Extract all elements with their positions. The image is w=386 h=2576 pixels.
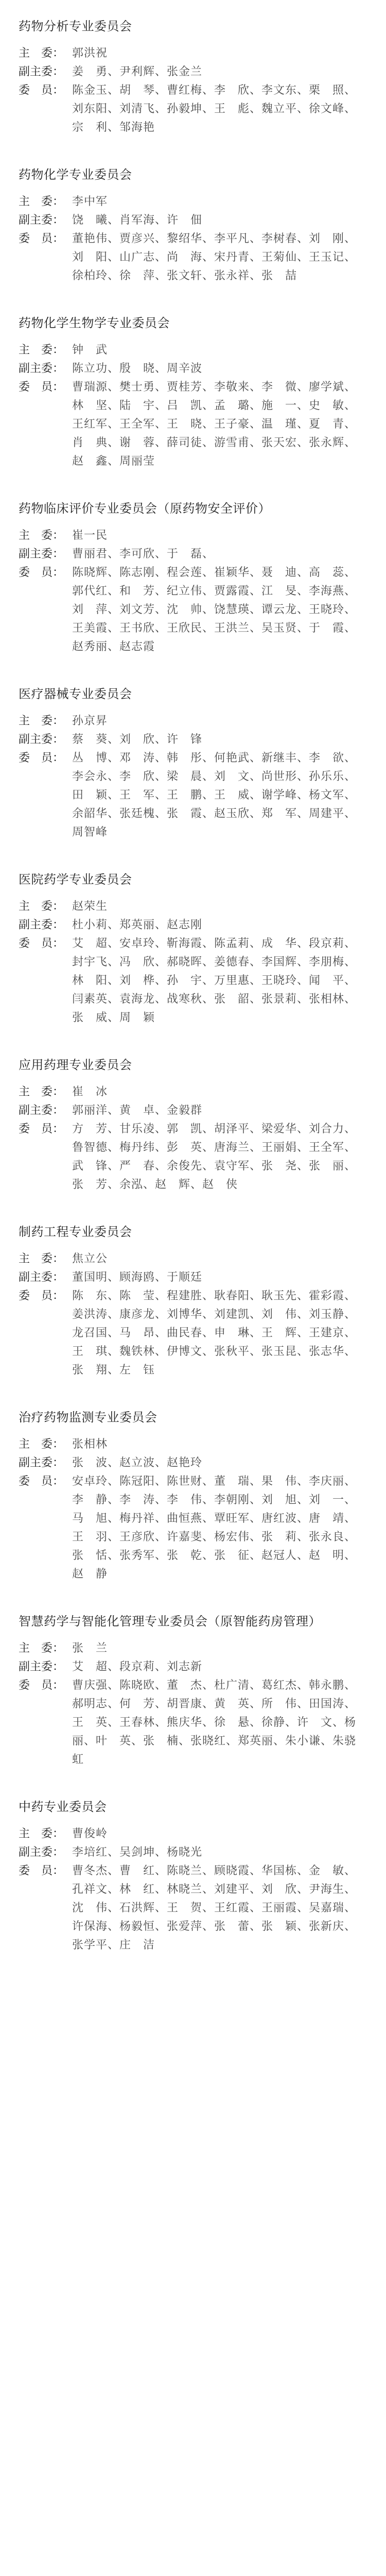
committee-section bbox=[19, 1613, 366, 1769]
member-row bbox=[19, 545, 366, 564]
member-names: 安卓玲、陈冠阳、陈世财、董 瑞、果 伟、李庆丽、李 静、李 涛、李 伟、李朝刚、刘 旭、刘 一、马 旭、梅丹祥、曲恒燕、覃旺军、唐红波、唐 靖、王 羽、王彦欣、许嘉斐、杨宏伟、张 莉、张永良、张 恬、张秀军、张 乾、张 征、赵冠人、赵 明、赵 静 bbox=[72, 1475, 357, 1581]
role-label: 主 委： bbox=[19, 344, 64, 357]
member-row bbox=[19, 1083, 366, 1101]
role-label: 副主委： bbox=[19, 65, 64, 78]
member-row bbox=[19, 360, 366, 378]
member-names: 艾 超、段京莉、刘志新 bbox=[72, 1660, 203, 1673]
role-label: 主 委： bbox=[19, 715, 64, 727]
member-row bbox=[19, 63, 366, 81]
role-label: 副主委： bbox=[19, 1104, 64, 1117]
committee-section bbox=[19, 871, 366, 1027]
member-row bbox=[19, 378, 366, 471]
member-row bbox=[19, 81, 366, 137]
member-names: 曹瑞源、樊士勇、贾桂芳、李敬来、李 微、廖学斌、林 坚、陆 宇、吕 凯、孟 璐、施 一、史 敏、王红军、王全军、王 晓、王子豪、温 瑾、夏 青、肖 典、谢 蓉、薛司徒、游雪甫、张天宏、张永辉、赵 鑫、周丽莹 bbox=[72, 381, 357, 468]
member-row bbox=[19, 1676, 366, 1769]
role-label: 委 员： bbox=[19, 1865, 64, 1877]
role-label: 副主委： bbox=[19, 362, 64, 375]
member-row bbox=[19, 916, 366, 935]
role-label: 委 员： bbox=[19, 232, 64, 245]
committee-title: 治疗药物监测专业委员会 bbox=[19, 1410, 157, 1425]
role-label: 主 委： bbox=[19, 1086, 64, 1098]
member-names: 孙京昇 bbox=[72, 715, 108, 727]
committee-title: 智慧药学与智能化管理专业委员会（原智能药房管理） bbox=[19, 1614, 321, 1629]
role-label: 委 员： bbox=[19, 1475, 64, 1488]
committee-section bbox=[19, 1798, 366, 1955]
member-names: 陈金玉、胡 琴、曹红梅、李 欣、李文东、栗 照、刘东阳、刘清飞、孙毅坤、王 彪、魏立平、徐文峰、宗 利、邹海艳 bbox=[72, 84, 357, 134]
member-row bbox=[19, 341, 366, 360]
member-names: 董艳伟、贾彦兴、黎绍华、李平凡、李树春、刘 刚、刘 阳、山广志、尚 海、宋丹青、王菊仙、王玉记、徐柏玲、徐 萍、张文轩、张永祥、张 喆 bbox=[72, 232, 357, 282]
member-names: 丛 博、邓 涛、韩 彤、何艳武、新继丰、李 欲、李会永、李 欣、梁 晨、刘 文、尚世形、孙乐乐、田 颖、王 军、王 鹏、王 威、谢学峰、杨文军、余韶华、张廷槐、张 霞、赵玉欣、郑 军、周建平、周智峰 bbox=[72, 752, 357, 839]
member-names: 郭洪祝 bbox=[72, 47, 108, 60]
member-row bbox=[19, 1843, 366, 1862]
committee-title: 应用药理专业委员会 bbox=[19, 1058, 132, 1072]
member-row bbox=[19, 1101, 366, 1120]
member-names: 艾 超、安卓玲、靳海霞、陈孟莉、成 华、段京莉、封宇飞、冯 欣、郝晓晖、姜德春、李国辉、李朋梅、林 阳、刘 桦、孙 宇、万里惠、王晓玲、闻 平、闫素英、袁海龙、战寒秋、张 韶、张景莉、张相林、张 威、周 颖 bbox=[72, 937, 357, 1024]
role-label: 委 员： bbox=[19, 566, 64, 579]
committee-section bbox=[19, 1409, 366, 1584]
committee-title: 药物化学生物学专业委员会 bbox=[19, 316, 170, 330]
role-label: 委 员： bbox=[19, 381, 64, 394]
member-names: 李中军 bbox=[72, 195, 108, 208]
member-names: 饶 曦、肖军海、许 佃 bbox=[72, 214, 203, 227]
member-names: 杜小莉、郑英丽、赵志刚 bbox=[72, 919, 203, 931]
member-row bbox=[19, 1120, 366, 1194]
committee-section bbox=[19, 685, 366, 842]
role-label: 主 委： bbox=[19, 529, 64, 542]
role-label: 副主委： bbox=[19, 733, 64, 746]
role-label: 委 员： bbox=[19, 752, 64, 765]
member-names: 陈晓辉、陈志刚、程会莲、崔颖华、聂 迪、高 蕊、郭代红、和 芳、纪立伟、贾露霞、江 旻、李海燕、刘 萍、刘文芳、沈 帅、饶慧瑛、谭云龙、王晓玲、王美霞、王书欣、王欣民、王洪兰、吴玉贤、于 霞、赵秀丽、赵志霞 bbox=[72, 566, 357, 653]
member-names: 张 波、赵立波、赵艳玲 bbox=[72, 1456, 203, 1469]
member-row bbox=[19, 935, 366, 1027]
member-names: 蔡 葵、刘 欣、许 锋 bbox=[72, 733, 203, 746]
role-label: 委 员： bbox=[19, 937, 64, 950]
role-label: 主 委： bbox=[19, 1827, 64, 1840]
role-label: 副主委： bbox=[19, 1660, 64, 1673]
committee-title: 中药专业委员会 bbox=[19, 1800, 107, 1814]
role-label: 主 委： bbox=[19, 1252, 64, 1265]
member-row bbox=[19, 1825, 366, 1843]
member-names: 曹冬杰、曹 红、陈晓兰、顾晓霞、华国栋、金 敏、孔祥文、林 红、林晓兰、刘建平、刘 欣、尹海生、沈 伟、石洪辉、王 贺、王红霞、王丽霞、吴嘉瑞、许保海、杨毅恒、张爱萍、张 蕾、张 颖、张新庆、张学平、庄 洁 bbox=[72, 1865, 357, 1952]
member-names: 董国明、顾海鸥、于顺廷 bbox=[72, 1271, 203, 1284]
member-names: 赵荣生 bbox=[72, 900, 108, 913]
member-row bbox=[19, 1639, 366, 1658]
committee-title: 制药工程专业委员会 bbox=[19, 1225, 132, 1239]
member-names: 曹丽君、李可欣、于 磊、 bbox=[72, 548, 215, 561]
committee-section bbox=[19, 314, 366, 471]
committee-section bbox=[19, 1223, 366, 1380]
role-label: 主 委： bbox=[19, 195, 64, 208]
role-label: 主 委： bbox=[19, 47, 64, 60]
member-row bbox=[19, 1472, 366, 1584]
role-label: 副主委： bbox=[19, 1846, 64, 1859]
member-names: 张相林 bbox=[72, 1438, 108, 1451]
role-label: 副主委： bbox=[19, 1271, 64, 1284]
member-names: 崔 冰 bbox=[72, 1086, 108, 1098]
role-label: 主 委： bbox=[19, 1642, 64, 1655]
role-label: 委 员： bbox=[19, 84, 64, 97]
committee-title: 医院药学专业委员会 bbox=[19, 872, 132, 887]
member-row bbox=[19, 1268, 366, 1287]
committee-title: 药物临床评价专业委员会（原药物安全评价） bbox=[19, 501, 271, 516]
member-row bbox=[19, 1250, 366, 1268]
member-row bbox=[19, 44, 366, 63]
member-names: 张 兰 bbox=[72, 1642, 108, 1655]
committee-title: 药物分析专业委员会 bbox=[19, 19, 132, 33]
committee-section bbox=[19, 18, 366, 137]
member-row bbox=[19, 1435, 366, 1454]
role-label: 委 员： bbox=[19, 1123, 64, 1136]
role-label: 副主委： bbox=[19, 214, 64, 227]
member-names: 陈立功、殷 晓、周辛波 bbox=[72, 362, 203, 375]
member-row bbox=[19, 230, 366, 285]
member-row bbox=[19, 731, 366, 749]
member-names: 曹俊岭 bbox=[72, 1827, 108, 1840]
role-label: 主 委： bbox=[19, 1438, 64, 1451]
member-names: 姜 勇、尹利辉、张金兰 bbox=[72, 65, 203, 78]
member-names: 钟 武 bbox=[72, 344, 108, 357]
role-label: 副主委： bbox=[19, 919, 64, 931]
member-row bbox=[19, 712, 366, 731]
role-label: 副主委： bbox=[19, 548, 64, 561]
member-row bbox=[19, 749, 366, 842]
member-names: 陈 东、陈 莹、程建胜、耿春阳、耿玉先、霍彩霞、姜洪涛、康彦龙、刘博华、刘建凯、刘 伟、刘玉静、龙召国、马 昂、曲民春、申 琳、王 辉、王建京、王 琪、魏铁林、伊博文、张秋平、张玉昆、张志华、张 翔、左 钰 bbox=[72, 1290, 357, 1377]
committee-section bbox=[19, 166, 366, 285]
member-names: 方 芳、甘乐凌、郭 凯、胡泽平、梁爱华、刘合力、鲁智德、梅丹纬、彭 英、唐海兰、王丽娟、王全军、武 锋、严 春、余俊先、袁守军、张 尧、张 丽、张 芳、余泓、赵 辉、赵 侠 bbox=[72, 1123, 357, 1191]
member-row bbox=[19, 527, 366, 545]
role-label: 委 员： bbox=[19, 1290, 64, 1302]
member-row bbox=[19, 897, 366, 916]
committee-section bbox=[19, 500, 366, 656]
member-row bbox=[19, 564, 366, 656]
member-names: 郭丽洋、黄 卓、金毅群 bbox=[72, 1104, 203, 1117]
member-row bbox=[19, 211, 366, 230]
member-names: 李培红、吴剑坤、杨晓光 bbox=[72, 1846, 203, 1859]
member-names: 焦立公 bbox=[72, 1252, 108, 1265]
member-names: 崔一民 bbox=[72, 529, 108, 542]
member-row bbox=[19, 1658, 366, 1676]
committee-title: 药物化学专业委员会 bbox=[19, 167, 132, 182]
role-label: 副主委： bbox=[19, 1456, 64, 1469]
role-label: 委 员： bbox=[19, 1679, 64, 1692]
member-row bbox=[19, 193, 366, 211]
committee-title: 医疗器械专业委员会 bbox=[19, 687, 132, 701]
member-names: 曹庆强、陈晓欧、董 杰、杜广清、葛红杰、韩永鹏、郝明志、何 芳、胡晋康、黄 英、所 伟、田国涛、王 英、王春林、熊庆华、徐 悬、徐静、许 文、杨丽、叶 英、张 楠、张晓红、郑英丽、朱小谦、朱骁虹 bbox=[72, 1679, 357, 1766]
role-label: 主 委： bbox=[19, 900, 64, 913]
committee-section bbox=[19, 1056, 366, 1194]
member-row bbox=[19, 1454, 366, 1472]
member-row bbox=[19, 1862, 366, 1955]
member-row bbox=[19, 1287, 366, 1380]
